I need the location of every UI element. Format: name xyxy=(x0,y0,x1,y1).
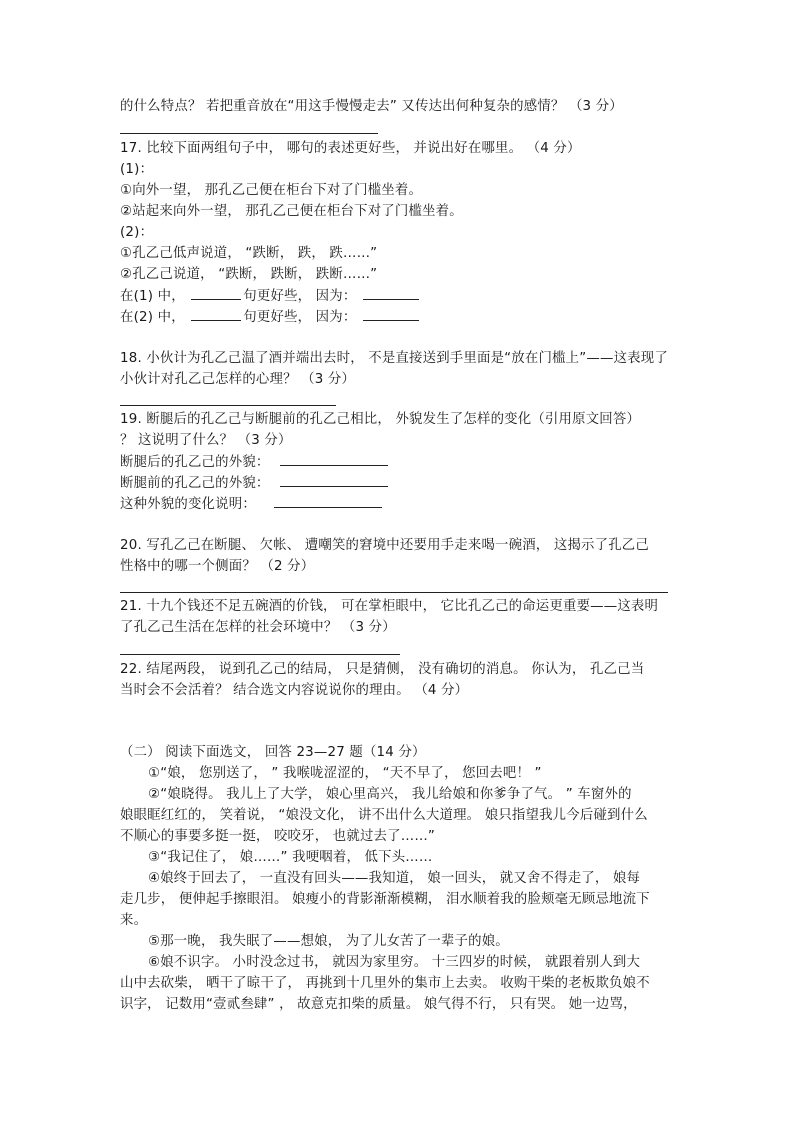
q17-answer-1-prefix: 在(1) 中， xyxy=(120,289,185,304)
q17-answer-2-prefix: 在(2) 中， xyxy=(120,310,185,325)
q20-line-2: 性格中的哪一个侧面？ （2 分） xyxy=(120,559,315,574)
q17-answer-1 xyxy=(120,286,421,307)
q17-group1-sentence-b: ②站起来向外一望， 那孔乙己便在柜台下对了门槛坐着。 xyxy=(120,204,463,219)
q19-after-label: 断腿后的孔乙己的外貌： xyxy=(120,455,270,470)
passage-para-2-line-2: 娘眼眶红红的， 笑着说， “娘没文化， 讲不出什么大道理。 娘只指望我儿今后碰到什么 xyxy=(120,808,648,823)
q19-line-2: ？ 这说明了什么？ （3 分） xyxy=(120,433,292,448)
q19-before-label: 断腿前的孔乙己的外貌： xyxy=(120,476,270,491)
q18-answer-line[interactable] xyxy=(120,405,336,406)
q21-line-1: 21. 十九个钱还不足五碗酒的价钱， 可在掌柜眼中， 它比孔乙己的命运更重要——这表明 xyxy=(120,599,659,614)
q19-line-1: 19. 断腿后的孔乙己与断腿前的孔乙己相比， 外貌发生了怎样的变化（引用原文回答） xyxy=(120,412,641,427)
q20-answer-line[interactable] xyxy=(120,592,668,593)
q19-meaning xyxy=(120,494,384,515)
q17-group2-sentence-b: ②孔乙己说道， “跌断， 跌断， 跌断……” xyxy=(120,267,378,282)
q17-group2-label: (2)： xyxy=(120,225,154,240)
q18-line-2: 小伙计对孔乙己怎样的心理？ （3 分） xyxy=(120,372,356,387)
q17-answer-2 xyxy=(120,307,421,328)
passage-para-4-line-1: ④娘终于回去了， 一直没有回头——我知道， 娘一回头， 就又舍不得走了， 娘每 xyxy=(148,871,641,886)
passage-para-3: ③“我记住了， 娘……” 我哽咽着， 低下头…… xyxy=(148,850,433,865)
passage-para-4-line-2: 走几步， 便伸起手擦眼泪。 娘瘦小的背影渐渐模糊， 泪水顺着我的脸颊毫无顾忌地流下 xyxy=(120,892,650,907)
passage-para-6-line-1: ⑥娘不识字。 小时没念过书， 就因为家里穷。 十三四岁的时候， 就跟着别人到大 xyxy=(148,955,641,970)
q16-answer-line xyxy=(120,133,378,134)
q17-group2-sentence-a: ①孔乙己低声说道， “跌断， 跌， 跌……” xyxy=(120,246,378,261)
q20-line-1: 20. 写孔乙己在断腿、 欠帐、 遭嘲笑的窘境中还要用手走来喝一碗酒， 这揭示了孔乙己 xyxy=(120,538,649,553)
q22-line-2: 当时会不会活着？ 结合选文内容说说你的理由。 （4 分） xyxy=(120,683,469,698)
passage-para-5: ⑤那一晚， 我失眠了——想娘， 为了儿女苦了一辈子的娘。 xyxy=(148,934,509,949)
q19-after-appearance xyxy=(120,452,390,473)
q19-after-blank[interactable] xyxy=(280,452,388,466)
q19-meaning-label: 这种外貌的变化说明： xyxy=(120,497,256,512)
q16-tail-text: 的什么特点？ 若把重音放在“用这手慢慢走去” 又传达出何种复杂的感情？ （3 分） xyxy=(120,99,623,114)
q21-line-2: 了孔乙己生活在怎样的社会环境中？ （3 分） xyxy=(120,620,396,635)
q17-answer-1-choice-blank[interactable] xyxy=(191,286,241,300)
passage-para-6-line-2: 山中去砍柴， 晒干了晾干了， 再挑到十几里外的集市上去卖。 收购干柴的老板欺负娘不 xyxy=(120,976,650,991)
passage-para-2-line-1: ②“娘晓得。 我儿上了大学， 娘心里高兴， 我儿给娘和你爹争了气。 ” 车窗外的 xyxy=(148,787,632,802)
q21-answer-line[interactable] xyxy=(120,654,400,655)
passage-para-4-line-3: 来。 xyxy=(120,913,148,928)
q17-answer-1-reason-label: 句更好些， 因为： xyxy=(243,289,357,304)
q17-group1-label: (1)： xyxy=(120,162,154,177)
section-2-heading: （二） 阅读下面选文， 回答 23—27 题（14 分） xyxy=(120,745,426,760)
q19-meaning-blank[interactable] xyxy=(274,494,382,508)
q22-line-1: 22. 结尾两段， 说到孔乙己的结局， 只是猜侧， 没有确切的消息。 你认为， 孔乙己当 xyxy=(120,662,645,677)
q17-answer-2-reason-blank[interactable] xyxy=(363,307,419,321)
q17-stem: 17. 比较下面两组句子中， 哪句的表述更好些， 并说出好在哪里。 （4 分） xyxy=(120,141,581,156)
q17-group1-sentence-a: ①向外一望， 那孔乙己便在柜台下对了门槛坐着。 xyxy=(120,183,423,198)
q19-before-blank[interactable] xyxy=(280,473,388,487)
passage-para-2-line-3: 不顺心的事要多挺一挺， 咬咬牙， 也就过去了……” xyxy=(120,829,436,844)
q17-answer-1-reason-blank[interactable] xyxy=(363,286,419,300)
passage-para-1: ①“娘， 您别送了， ” 我喉咙涩涩的， “天不早了， 您回去吧！ ” xyxy=(148,766,542,781)
q17-answer-2-choice-blank[interactable] xyxy=(191,307,241,321)
q18-line-1: 18. 小伙计为孔乙己温了酒并端出去时， 不是直接送到手里面是“放在门槛上”——这表现了 xyxy=(120,351,668,366)
q17-answer-2-reason-label: 句更好些， 因为： xyxy=(243,310,357,325)
q19-before-appearance xyxy=(120,473,390,494)
passage-para-6-line-3: 识字， 记数用“壹贰叁肆” ， 故意克扣柴的质量。 娘气得不行， 只有哭。 她一边骂， xyxy=(120,997,637,1012)
